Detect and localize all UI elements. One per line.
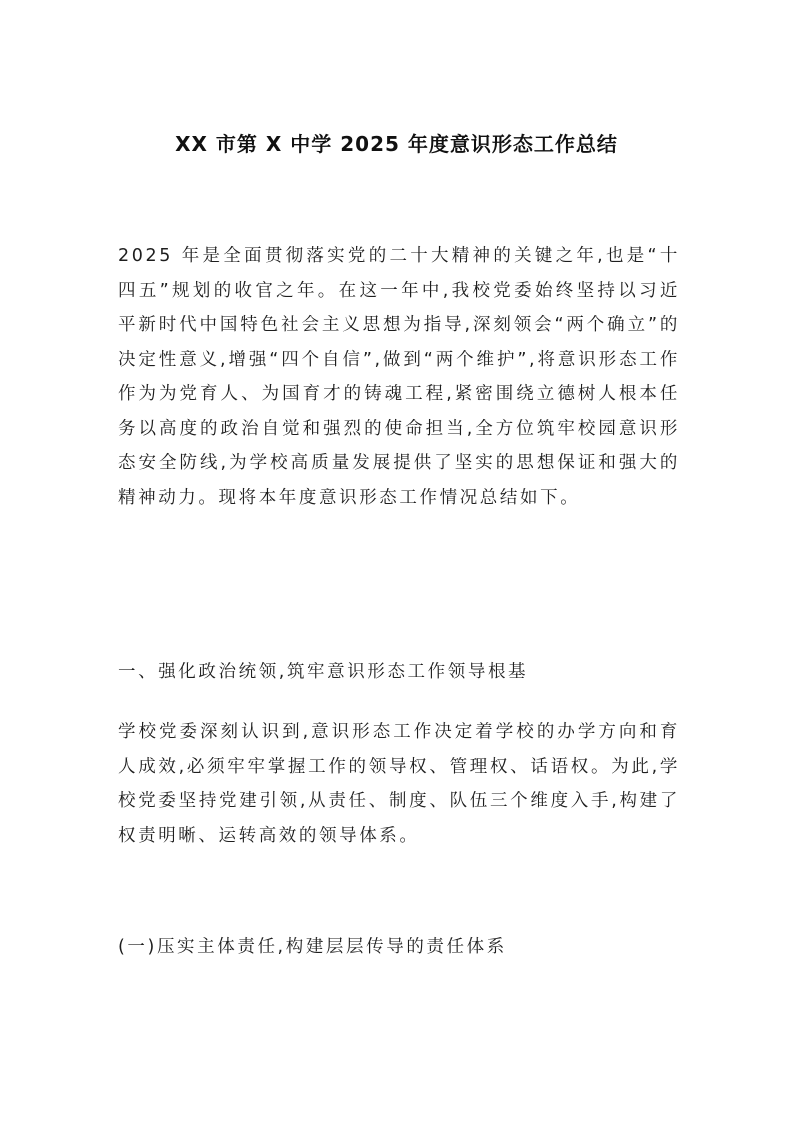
document-title: XX 市第 X 中学 2025 年度意识形态工作总结 xyxy=(175,132,618,156)
section-1-paragraph: 学校党委深刻认识到,意识形态工作决定着学校的办学方向和育人成效,必须牢牢掌握工作的领导权、管理权、话语权。为此,学校党委坚持党建引领,从责任、制度、队伍三个维度入手,构建了权责明晰、运转高效的领导体系。 xyxy=(118,722,680,846)
intro-paragraph: 2025 年是全面贯彻落实党的二十大精神的关键之年,也是“十四五”规划的收官之年。在这一年中,我校党委始终坚持以习近平新时代中国特色社会主义思想为指导,深刻领会“两个确立”的决定性意义,增强“四个自信”,做到“两个维护”,将意识形态工作作为为党育人、为国育才的铸魂工程,紧密围绕立德树人根本任务以高度的政治自觉和强烈的使命担当,全方位筑牢校园意识形态安全防线,为学校高质量发展提供了坚实的思想保证和强大的精神动力。现将本年度意识形态工作情况总结如下。 xyxy=(118,246,680,508)
subsection-heading-1: (一)压实主体责任,构建层层传导的责任体系 xyxy=(118,937,507,957)
section-heading-1: 一、强化政治统领,筑牢意识形态工作领导根基 xyxy=(118,662,529,682)
